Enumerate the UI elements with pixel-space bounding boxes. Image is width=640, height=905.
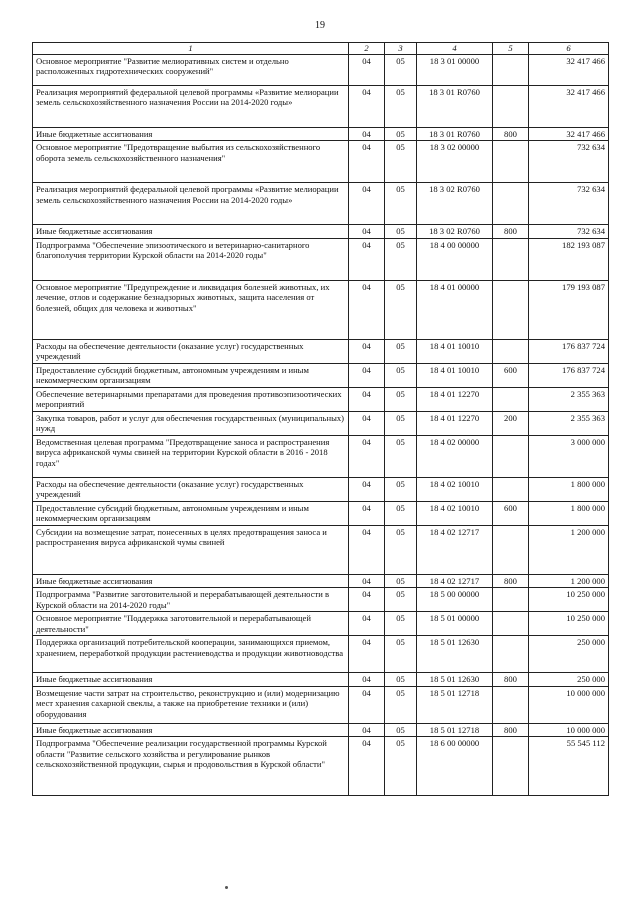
table-row xyxy=(33,411,609,435)
subsection-code: 05 xyxy=(385,128,417,141)
subsection-code: 05 xyxy=(385,225,417,238)
amount: 32 417 466 xyxy=(529,128,609,141)
amount: 250 000 xyxy=(529,673,609,686)
target-article-code: 18 4 01 10010 xyxy=(417,363,493,387)
subsection-code: 05 xyxy=(385,363,417,387)
target-article-code: 18 5 00 00000 xyxy=(417,588,493,612)
item-name: Поддержка организаций потребительской кооперации, занимающихся приемом, хранением, переработкой продукции растениеводства и продукции животноводства xyxy=(33,636,349,673)
col-header-6: 6 xyxy=(529,43,609,55)
section-code: 04 xyxy=(349,588,385,612)
section-code: 04 xyxy=(349,339,385,363)
item-name: Реализация мероприятий федеральной целевой программы «Развитие мелиорации земель сельскохозяйственного назначения России на 2014-2020 годы» xyxy=(33,183,349,225)
target-article-code: 18 4 02 12717 xyxy=(417,525,493,574)
item-name: Ведомственная целевая программа "Предотвращение заноса и распространения вируса африканской чумы свиней на территории Курской области в 2016 - 2018 годах" xyxy=(33,435,349,477)
subsection-code: 05 xyxy=(385,686,417,723)
item-name: Основное мероприятие "Развитие мелиоративных систем и отдельно расположенных гидротехнических сооружений" xyxy=(33,55,349,86)
expense-type-code xyxy=(493,280,529,339)
expense-type-code xyxy=(493,525,529,574)
item-name: Основное мероприятие "Предотвращение выбытия из сельскохозяйственного оборота земель сельскохозяйственного назначения" xyxy=(33,141,349,183)
subsection-code: 05 xyxy=(385,387,417,411)
item-name: Предоставление субсидий бюджетным, автономным учреждениям и иным некоммерческим организациям xyxy=(33,501,349,525)
expense-type-code xyxy=(493,477,529,501)
target-article-code: 18 4 02 00000 xyxy=(417,435,493,477)
section-code: 04 xyxy=(349,86,385,128)
table-row xyxy=(33,86,609,128)
target-article-code: 18 3 02 R0760 xyxy=(417,225,493,238)
table-row xyxy=(33,525,609,574)
section-code: 04 xyxy=(349,673,385,686)
section-code: 04 xyxy=(349,183,385,225)
expense-type-code xyxy=(493,183,529,225)
table-row xyxy=(33,477,609,501)
subsection-code: 05 xyxy=(385,477,417,501)
table-row xyxy=(33,128,609,141)
subsection-code: 05 xyxy=(385,501,417,525)
amount: 3 000 000 xyxy=(529,435,609,477)
target-article-code: 18 5 01 12630 xyxy=(417,636,493,673)
section-code: 04 xyxy=(349,435,385,477)
amount: 10 000 000 xyxy=(529,686,609,723)
subsection-code: 05 xyxy=(385,280,417,339)
table-row xyxy=(33,574,609,587)
col-header-5: 5 xyxy=(493,43,529,55)
section-code: 04 xyxy=(349,128,385,141)
table-row xyxy=(33,387,609,411)
amount: 2 355 363 xyxy=(529,387,609,411)
expense-type-code xyxy=(493,435,529,477)
budget-table xyxy=(32,42,609,796)
section-code: 04 xyxy=(349,723,385,736)
table-row xyxy=(33,435,609,477)
table-row xyxy=(33,588,609,612)
target-article-code: 18 3 01 R0760 xyxy=(417,86,493,128)
amount: 176 837 724 xyxy=(529,363,609,387)
target-article-code: 18 3 02 00000 xyxy=(417,141,493,183)
subsection-code: 05 xyxy=(385,588,417,612)
amount: 10 000 000 xyxy=(529,723,609,736)
section-code: 04 xyxy=(349,636,385,673)
target-article-code: 18 4 01 12270 xyxy=(417,411,493,435)
amount: 1 200 000 xyxy=(529,574,609,587)
subsection-code: 05 xyxy=(385,55,417,86)
target-article-code: 18 3 01 R0760 xyxy=(417,128,493,141)
table-row xyxy=(33,501,609,525)
table-row xyxy=(33,141,609,183)
target-article-code: 18 4 01 10010 xyxy=(417,339,493,363)
item-name: Реализация мероприятий федеральной целевой программы «Развитие мелиорации земель сельскохозяйственного назначения России на 2014-2020 годы» xyxy=(33,86,349,128)
section-code: 04 xyxy=(349,477,385,501)
table-row xyxy=(33,612,609,636)
subsection-code: 05 xyxy=(385,612,417,636)
target-article-code: 18 3 02 R0760 xyxy=(417,183,493,225)
target-article-code: 18 4 00 00000 xyxy=(417,238,493,280)
table-body xyxy=(33,55,609,796)
expense-type-code: 800 xyxy=(493,723,529,736)
subsection-code: 05 xyxy=(385,183,417,225)
subsection-code: 05 xyxy=(385,636,417,673)
amount: 1 200 000 xyxy=(529,525,609,574)
expense-type-code xyxy=(493,612,529,636)
item-name: Возмещение части затрат на строительство, реконструкцию и (или) модернизацию мест хранения сахарной свеклы, а также на приобретение техники и (или) оборудования xyxy=(33,686,349,723)
item-name: Расходы на обеспечение деятельности (оказание услуг) государственных учреждений xyxy=(33,477,349,501)
expense-type-code xyxy=(493,636,529,673)
amount: 250 000 xyxy=(529,636,609,673)
item-name: Иные бюджетные ассигнования xyxy=(33,673,349,686)
expense-type-code xyxy=(493,238,529,280)
expense-type-code: 800 xyxy=(493,673,529,686)
subsection-code: 05 xyxy=(385,574,417,587)
item-name: Обеспечение ветеринарными препаратами для проведения противоэпизоотических мероприятий xyxy=(33,387,349,411)
expense-type-code: 800 xyxy=(493,225,529,238)
amount: 32 417 466 xyxy=(529,55,609,86)
header-row xyxy=(33,43,609,55)
table-row xyxy=(33,673,609,686)
table-row xyxy=(33,238,609,280)
expense-type-code: 600 xyxy=(493,501,529,525)
item-name: Основное мероприятие "Поддержка заготовительной и перерабатывающей деятельности" xyxy=(33,612,349,636)
target-article-code: 18 5 01 12630 xyxy=(417,673,493,686)
table-row xyxy=(33,636,609,673)
scan-dot xyxy=(225,886,228,889)
table-row xyxy=(33,225,609,238)
page-number: 19 xyxy=(315,20,325,31)
amount: 732 634 xyxy=(529,183,609,225)
subsection-code: 05 xyxy=(385,737,417,796)
table-row xyxy=(33,280,609,339)
col-header-1: 1 xyxy=(33,43,349,55)
subsection-code: 05 xyxy=(385,339,417,363)
expense-type-code xyxy=(493,686,529,723)
section-code: 04 xyxy=(349,141,385,183)
col-header-3: 3 xyxy=(385,43,417,55)
section-code: 04 xyxy=(349,55,385,86)
section-code: 04 xyxy=(349,737,385,796)
col-header-2: 2 xyxy=(349,43,385,55)
subsection-code: 05 xyxy=(385,141,417,183)
item-name: Подпрограмма "Развитие заготовительной и перерабатывающей деятельности в Курской области на 2014-2020 годы" xyxy=(33,588,349,612)
amount: 55 545 112 xyxy=(529,737,609,796)
section-code: 04 xyxy=(349,238,385,280)
expense-type-code xyxy=(493,339,529,363)
table-row xyxy=(33,339,609,363)
table-row xyxy=(33,686,609,723)
target-article-code: 18 3 01 00000 xyxy=(417,55,493,86)
expense-type-code: 200 xyxy=(493,411,529,435)
item-name: Иные бюджетные ассигнования xyxy=(33,225,349,238)
expense-type-code: 800 xyxy=(493,128,529,141)
expense-type-code xyxy=(493,588,529,612)
amount: 732 634 xyxy=(529,141,609,183)
expense-type-code xyxy=(493,86,529,128)
section-code: 04 xyxy=(349,363,385,387)
table-row xyxy=(33,737,609,796)
item-name: Иные бюджетные ассигнования xyxy=(33,574,349,587)
amount: 32 417 466 xyxy=(529,86,609,128)
section-code: 04 xyxy=(349,612,385,636)
expense-type-code xyxy=(493,387,529,411)
target-article-code: 18 6 00 00000 xyxy=(417,737,493,796)
amount: 179 193 087 xyxy=(529,280,609,339)
target-article-code: 18 5 01 12718 xyxy=(417,686,493,723)
item-name: Расходы на обеспечение деятельности (оказание услуг) государственных учреждений xyxy=(33,339,349,363)
expense-type-code: 600 xyxy=(493,363,529,387)
section-code: 04 xyxy=(349,686,385,723)
table-row xyxy=(33,723,609,736)
section-code: 04 xyxy=(349,574,385,587)
target-article-code: 18 4 02 12717 xyxy=(417,574,493,587)
subsection-code: 05 xyxy=(385,435,417,477)
item-name: Основное мероприятие "Предупреждение и ликвидация болезней животных, их лечение, отлов и содержание безнадзорных животных, защита населения от болезней, общих для человека и животных" xyxy=(33,280,349,339)
expense-type-code xyxy=(493,737,529,796)
item-name: Иные бюджетные ассигнования xyxy=(33,723,349,736)
section-code: 04 xyxy=(349,525,385,574)
table-row xyxy=(33,363,609,387)
section-code: 04 xyxy=(349,411,385,435)
table-row xyxy=(33,183,609,225)
item-name: Субсидии на возмещение затрат, понесенных в целях предотвращения заноса и распространения вируса африканской чумы свиней xyxy=(33,525,349,574)
item-name: Предоставление субсидий бюджетным, автономным учреждениям и иным некоммерческим организациям xyxy=(33,363,349,387)
amount: 1 800 000 xyxy=(529,477,609,501)
col-header-4: 4 xyxy=(417,43,493,55)
subsection-code: 05 xyxy=(385,723,417,736)
subsection-code: 05 xyxy=(385,673,417,686)
section-code: 04 xyxy=(349,280,385,339)
target-article-code: 18 4 02 10010 xyxy=(417,477,493,501)
expense-type-code xyxy=(493,55,529,86)
section-code: 04 xyxy=(349,225,385,238)
table-row xyxy=(33,55,609,86)
subsection-code: 05 xyxy=(385,525,417,574)
expense-type-code: 800 xyxy=(493,574,529,587)
section-code: 04 xyxy=(349,501,385,525)
item-name: Подпрограмма "Обеспечение реализации государственной программы Курской области "Развитие сельского хозяйства и регулирование рынков сельскохозяйственной продукции, сырья и продовольствия в Курской области" xyxy=(33,737,349,796)
target-article-code: 18 4 01 00000 xyxy=(417,280,493,339)
amount: 1 800 000 xyxy=(529,501,609,525)
item-name: Закупка товаров, работ и услуг для обеспечения государственных (муниципальных) нужд xyxy=(33,411,349,435)
item-name: Подпрограмма "Обеспечение эпизоотического и ветеринарно-санитарного благополучия территории Курской области на 2014-2020 годы" xyxy=(33,238,349,280)
amount: 10 250 000 xyxy=(529,612,609,636)
subsection-code: 05 xyxy=(385,411,417,435)
subsection-code: 05 xyxy=(385,238,417,280)
expense-type-code xyxy=(493,141,529,183)
amount: 176 837 724 xyxy=(529,339,609,363)
amount: 732 634 xyxy=(529,225,609,238)
target-article-code: 18 4 01 12270 xyxy=(417,387,493,411)
item-name: Иные бюджетные ассигнования xyxy=(33,128,349,141)
target-article-code: 18 4 02 10010 xyxy=(417,501,493,525)
amount: 10 250 000 xyxy=(529,588,609,612)
amount: 182 193 087 xyxy=(529,238,609,280)
section-code: 04 xyxy=(349,387,385,411)
amount: 2 355 363 xyxy=(529,411,609,435)
target-article-code: 18 5 01 00000 xyxy=(417,612,493,636)
target-article-code: 18 5 01 12718 xyxy=(417,723,493,736)
subsection-code: 05 xyxy=(385,86,417,128)
